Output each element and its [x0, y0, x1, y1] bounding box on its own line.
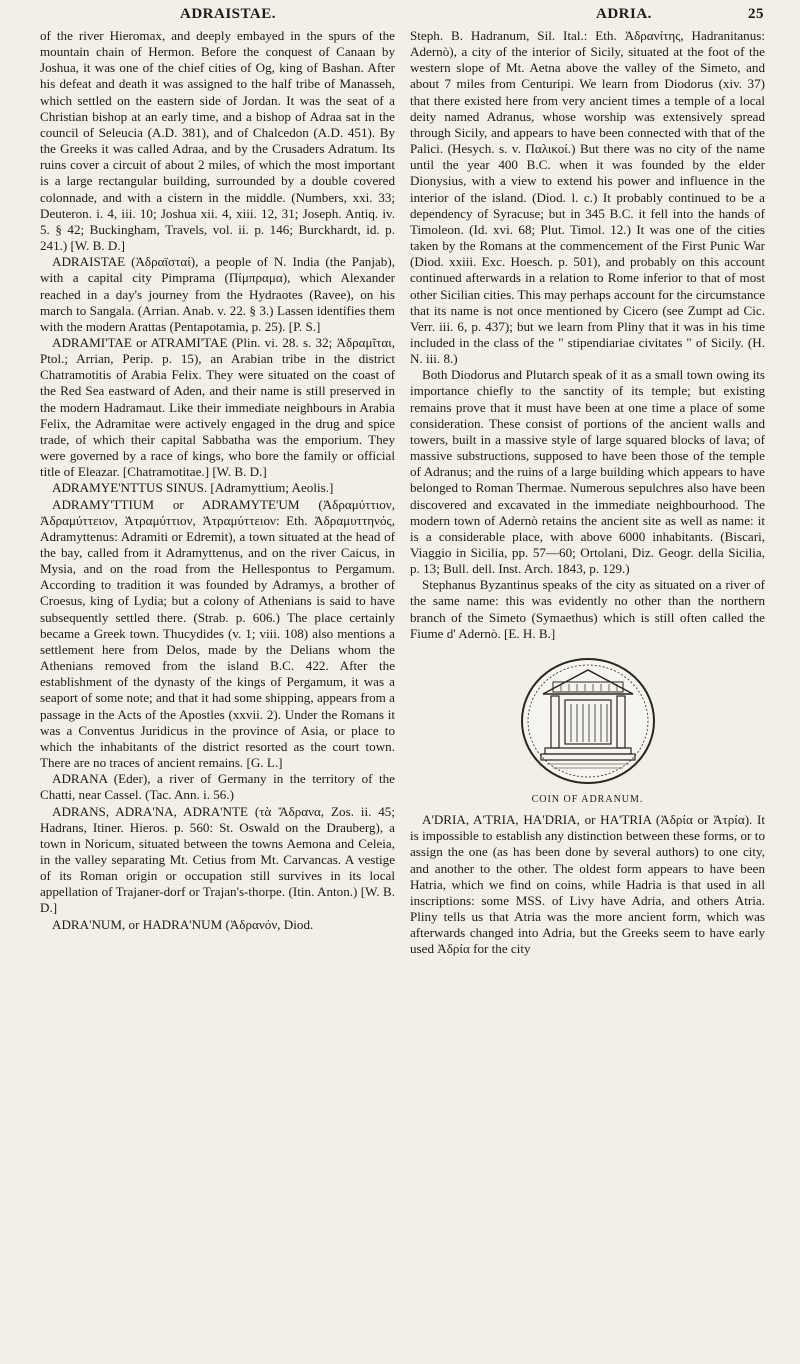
- header-left-title: ADRAISTAE.: [180, 6, 276, 22]
- entry-adraistae: ADRAISTAE (Ἀδραϊσταί), a people of N. India (the Panjab), with a capital city Pimprama (Πίμπραμα), which Alexander reached in a day's journey from the Hydraotes (Ravee), on his march to Sangala. (Arrian. Anab. v. 22. § 3.) Lassen identifies them with the modern Arattas (Pentapotamia, p. 25). [P. S.]: [40, 254, 395, 334]
- left-column: [40, 28, 395, 933]
- entry-adranum-continued: Steph. B. Hadranum, Sil. Ital.: Eth. Ἀδρανίτης, Hadranitanus: Adernò), a city of the interior of Sicily, situated at the foot of the western slope of Mt. Aetna above the valley of the Simeto, and about 7 miles from Centuripi. We learn from Diodorus (xiv. 37) that there existed here from very ancient times a temple of a local deity named Adranus, whose worship was extensively spread through Sicily, and appears to have been connected with that of the Palici. (Hesych. s. v. Παλικοί.) But there was no city of the name until the year 400 B.C. when it was founded by the elder Dionysius, with a view to extend his power and influence in the interior of the island. (Diod. l. c.) It probably continued to be a dependency of Syracuse; but in 345 B.C. it fell into the hands of Timoleon. (Id. xvi. 68; Plut. Timol. 12.) It was one of the cities taken by the Romans at the commencement of the First Punic War (Diod. xxiii. Exc. Hoesch. p. 501), and probably on this account continued afterwards in a relation to Rome inferior to that of most other Sicilian cities. This may perhaps account for the circumstance that its name is not once mentioned by Cicero (see Zumpt ad Cic. Verr. iii. 6, p. 437); but we learn from Pliny that it was in his time included in the class of the " stipendiariae civitates " of Sicily. (H. N. iii. 8.): [410, 28, 765, 367]
- coin-figure: [410, 652, 765, 808]
- entry-adranum-start: ADRA'NUM, or HADRA'NUM (Ἀδρανόν, Diod.: [52, 916, 314, 932]
- entry-adramitae: ADRAMI'TAE or ATRAMI'TAE (Plin. vi. 28. s. 32; Ἀδραμῖται, Ptol.; Arrian, Perip. p. 15), an Arabian tribe in the district Chatramotitis of Arabia Felix. They were situated on the coast of the Red Sea eastward of Aden, and their name is still preserved in the modern Hadramaut. Like their immediate neighbours in Arabia Felix, the Adramitae were actively engaged in the drug and spice trade, of which their capital Sabbatha was the emporium. They were governed by a race of kings, who bore the family or official title of Eleazar. [Chatramotitae.] [W. B. D.]: [40, 334, 395, 480]
- coin-of-adranum-image: [513, 652, 663, 790]
- page-number: 25: [748, 6, 764, 22]
- entry-adrans: ADRANS, ADRA'NA, ADRA'NTE (τὰ Ἄδρανα, Zos. ii. 45; Hadrans, Itiner. Hieros. p. 560: St. Oswald on the Drauberg), a town in Noricum, situated between the towns Aemona and Celeia, in the valley separating Mt. Cetius from Mt. Carvancas. A vestige of its Roman origin or occupation still survives in its local appellation of Trajaner-dorf or Trajan's-thorpe. (Itin. Anton.) [W. B. D.]: [40, 803, 395, 916]
- entry-adramyttium: ADRAMY'TTIUM or ADRAMYTE'UM (Ἀδραμύττιον, Ἀδραμύττειον, Ἀτραμύττιον, Ἀτραμύττειον: Eth. Ἀδραμυττηνός, Adramyttenus: Adramiti or Edremit), a town situated at the head of the bay, called from it Adramyttenus, and on the river Caicus, in Mysia, and on the road from the Hellespontus to Pergamum. According to tradition it was founded by Adramys, a brother of Croesus, king of Lydia; but a colony of Athenians is said to have subsequently settled there. (Strab. p. 606.) The place certainly became a Greek town. Thucydides (v. 1; viii. 108) also mentions a settlement here from Delos, made by the Delians whom the Athenians removed from the island B.C. 422. After the establishment of the dynasty of the kings of Pergamum, it was a seaport of some note; and that it had some shipping, appears from a passage in the Acts of the Apostles (xxvii. 2). Under the Romans it was a Conventus Juridicus in the province of Asia, or place to which the inhabitants of the district resorted as the court town. There are no traces of ancient remains. [G. L.]: [40, 496, 395, 771]
- entry-adramyttenus-sinus: ADRAMYE'NTTUS SINUS. [Adramyttium; Aeolis.]: [52, 480, 334, 496]
- right-column: [410, 28, 765, 958]
- header-right-title: ADRIA.: [596, 6, 652, 22]
- coin-caption: COIN OF ADRANUM.: [531, 793, 644, 805]
- entry-adrana: ADRANA (Eder), a river of Germany in the territory of the Chatti, near Cassel. (Tac. Ann. i. 56.): [40, 771, 395, 803]
- entry-adria: A'DRIA, A'TRIA, HA'DRIA, or HA'TRIA (Ἀδρία or Ἀτρία). It is impossible to establish any distinction between these forms, or to assign the one (as has been done by several authors) to one city, and another to the other. The oldest form appears to have been Hatria, which we find on coins, while Hadria is that used in all inscriptions: some MSS. of Livy have Adria, and others Atria. Pliny tells us that Atria was the more ancient form, which was afterwards changed into Adria, but the Greeks seem to have early used Ἀδρία for the city: [410, 812, 765, 957]
- entry-adraa-continued: of the river Hieromax, and deeply embayed in the spurs of the mountain chain of Hermon. Before the conquest of Canaan by Joshua, it was one of the chief cities of Og, king of Bashan. After his defeat and death it was assigned to the half tribe of Manasseh, which settled on the eastern side of Jordan. It was the seat of a Christian bishop at an early time, and a bishop of Adraa sat in the council of Seleucia (A.D. 381), and of Chalcedon (A.D. 451). By the Greeks it was called Adraa, and by the Crusaders Adratum. Its ruins cover a circuit of about 2 miles, of which the most important is a large rectangular building, surrounded by a double covered colonnade, and with a cistern in the middle. (Numbers, xxi. 33; Deuteron. i. 4, iii. 10; Joshua xii. 4, xiii. 12, 31; Joseph. Antiq. iv. 5. § 42; Buckingham, Travels, vol. ii. p. 146; Burckhardt, id. p. 241.) [W. B. D.]: [40, 28, 395, 254]
- entry-adranum-remains: Both Diodorus and Plutarch speak of it as a small town owing its importance chiefly to the sanctity of its temple; but existing remains prove that it must have been at one time a place of some consideration. These consist of portions of the ancient walls and towers, built in a massive style of large squared blocks of lava; of massive substructions, supposed to have been those of the temple of Adranus; and the ruins of a large building which appears to have belonged to Roman Thermae. Numerous sepulchres also have been discovered and excavated in the immediate neighbourhood. The modern town of Adernò retains the ancient site as well as name: it is a considerable place, with above 6000 inhabitants. (Biscari, Viaggio in Sicilia, pp. 57—60; Ortolani, Diz. Geogr. della Sicilia, p. 13; Bull. dell. Inst. Arch. 1843, p. 129.): [410, 367, 765, 577]
- entry-adranum-stephanus: Stephanus Byzantinus speaks of the city as situated on a river of the same name: this was evidently no other than the northern branch of the Simeto (Symaethus) which is still often called the Fiume d' Adernò. [E. H. B.]: [410, 577, 765, 641]
